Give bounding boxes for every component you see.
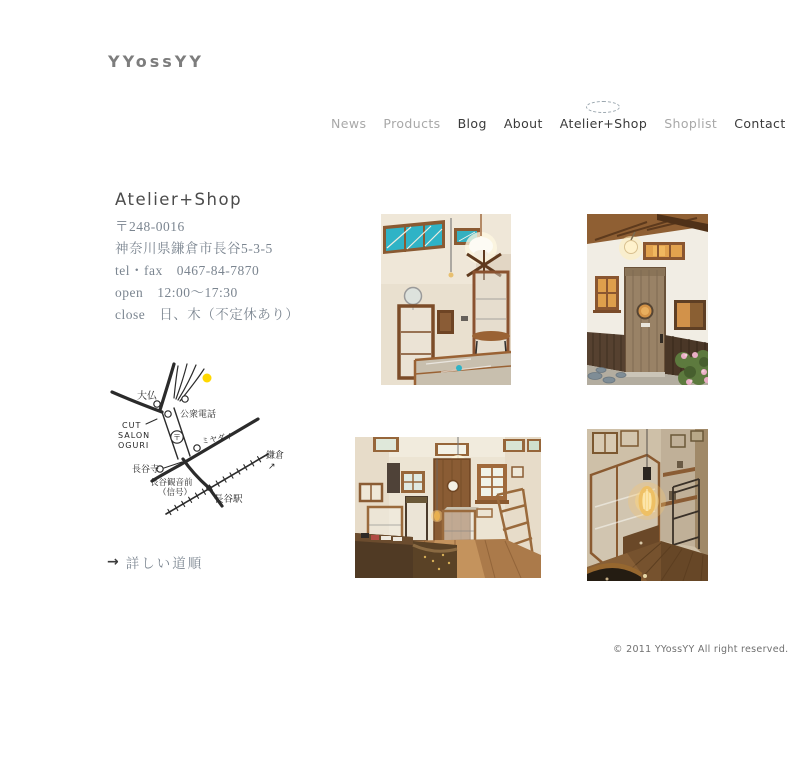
nav-item-contact[interactable]: Contact — [734, 116, 786, 131]
map-kamakura-direction-arrow: ↗ — [268, 462, 276, 472]
postal-code: 〒248-0016 — [115, 219, 185, 234]
map-label-hasedera: 長谷寺 — [132, 465, 160, 475]
page-title: Atelier+Shop — [115, 190, 243, 209]
nav-item-atelier-shop[interactable] — [560, 116, 647, 131]
map-dot-junction — [165, 411, 171, 417]
site-logo[interactable]: YYossYY — [108, 52, 204, 71]
nav-item-news[interactable]: News — [331, 116, 367, 131]
tel-fax: tel・fax 0467-84-7870 — [115, 263, 260, 278]
shop-info — [115, 216, 299, 326]
nav-item-blog[interactable]: Blog — [457, 116, 487, 131]
map-label-hase-station: 長谷駅 — [214, 494, 243, 505]
arrow-right-icon: → — [107, 554, 119, 570]
map-label-public-phone: 公衆電話 — [180, 410, 217, 420]
open-hours: open 12:00～17:30 — [115, 285, 238, 300]
nav-item-products[interactable]: Products — [383, 116, 441, 131]
main-nav — [331, 116, 786, 131]
map-label-miyadai: ミヤダイ — [200, 431, 234, 446]
street-address: 神奈川県鎌倉市長谷5-3-5 — [115, 241, 273, 256]
map-dot-miyadai — [194, 445, 200, 451]
nav-item-atelier-shop-label: Atelier+Shop — [559, 116, 648, 131]
map-dot-hase-station — [206, 485, 212, 491]
map-shop-marker — [203, 374, 212, 383]
copyright-text: © 2011 YYossYY All right reserved. — [613, 644, 789, 655]
directions-link[interactable] — [107, 552, 203, 572]
photo-shop-entrance — [587, 214, 708, 385]
map-spur-cut-salon — [146, 419, 157, 424]
access-map — [108, 362, 320, 520]
map-label-oguri: OGURI — [118, 441, 150, 450]
nav-item-about[interactable]: About — [503, 116, 543, 131]
nav-item-shoplist[interactable]: Shoplist — [664, 116, 718, 131]
directions-link-label: 詳しい道順 — [125, 556, 204, 571]
map-post-office-mark: 〒 — [173, 433, 181, 442]
map-label-kamakura: 鎌倉 — [266, 451, 285, 461]
photo-interior-pendant-bulb — [587, 429, 708, 581]
photo-interior-counter — [355, 437, 541, 578]
map-label-cut: CUT — [122, 421, 142, 430]
map-label-signal: （信号） — [158, 488, 193, 498]
map-dot-public-phone — [182, 396, 188, 402]
map-label-daibutsu: 大仏 — [137, 391, 157, 402]
close-days: close 日、木（不定休あり） — [115, 307, 300, 322]
map-label-salon: SALON — [118, 431, 151, 440]
map-label-hase-kannon-mae: 長谷観音前 — [150, 478, 193, 488]
current-page-indicator — [586, 101, 620, 113]
photo-interior-display-cases — [381, 214, 511, 385]
map-side-streets — [174, 364, 204, 401]
map-road-north — [160, 364, 174, 410]
